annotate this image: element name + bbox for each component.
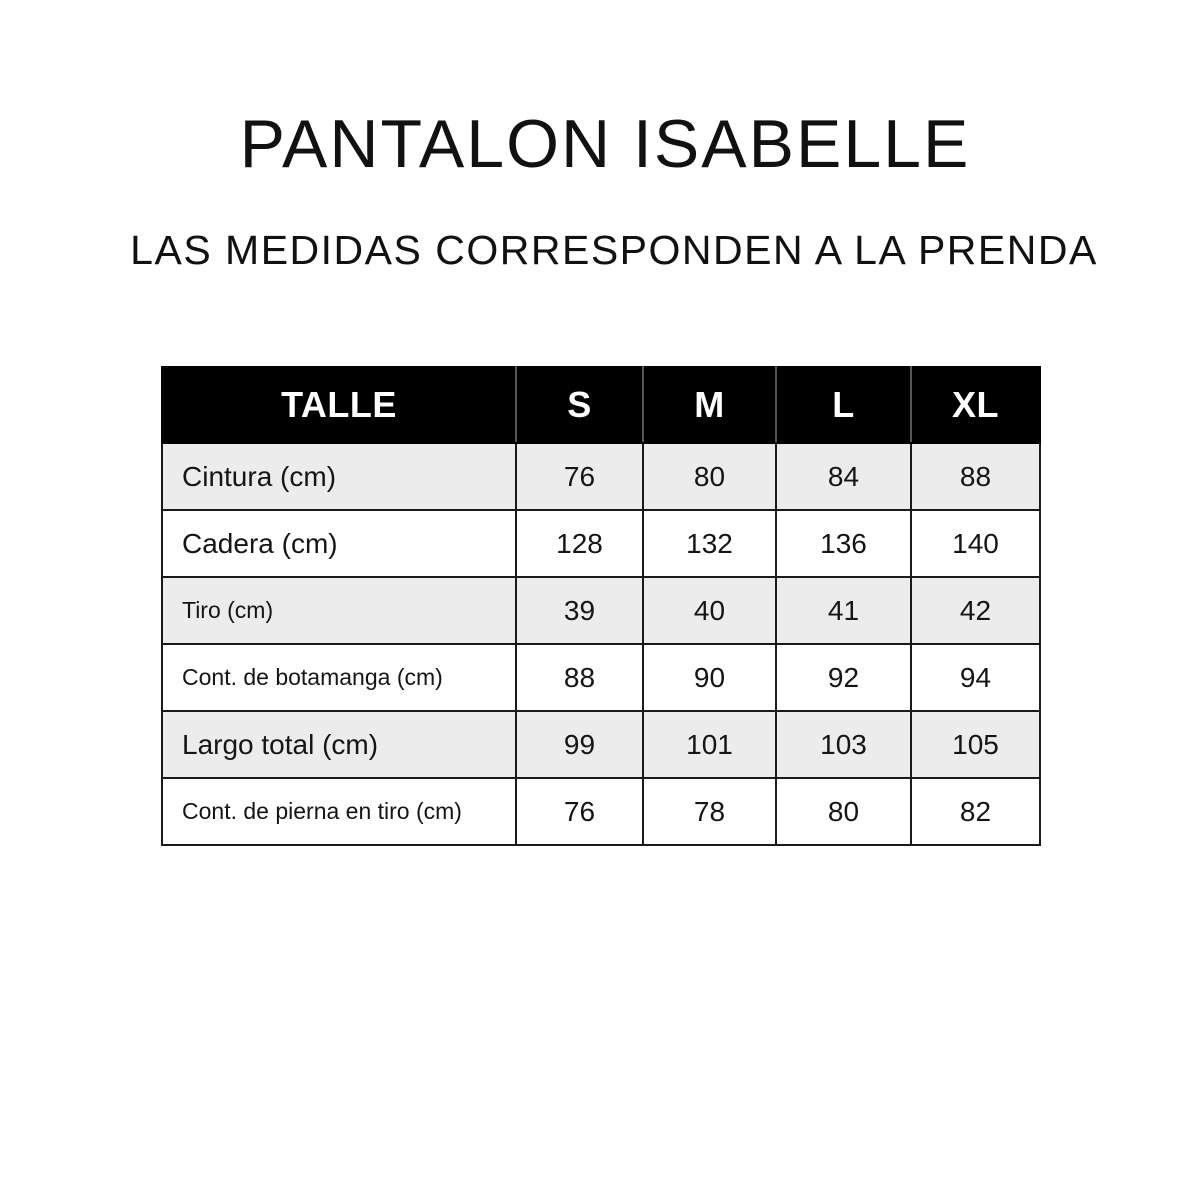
cell-value-s: 76 [516,443,643,510]
table-row-tiro [162,577,1040,644]
row-label: Cont. de pierna en tiro (cm) [162,778,516,845]
table-row-botamanga [162,644,1040,711]
table-row-pierna-en-tiro [162,778,1040,845]
cell-value-s: 99 [516,711,643,778]
cell-value-xl: 88 [911,443,1040,510]
header-size-s: S [516,367,643,443]
cell-value-l: 84 [776,443,911,510]
header-size-m: M [643,367,776,443]
cell-value-l: 80 [776,778,911,845]
cell-value-xl: 105 [911,711,1040,778]
table-row-cadera [162,510,1040,577]
page-title: PANTALON ISABELLE [239,106,971,182]
cell-value-xl: 140 [911,510,1040,577]
table-header-row [162,367,1040,443]
cell-value-xl: 94 [911,644,1040,711]
row-label: Cont. de botamanga (cm) [162,644,516,711]
cell-value-s: 88 [516,644,643,711]
row-label: Cintura (cm) [162,443,516,510]
table-row-cintura [162,443,1040,510]
cell-value-xl: 82 [911,778,1040,845]
cell-value-s: 39 [516,577,643,644]
cell-value-m: 40 [643,577,776,644]
cell-value-l: 103 [776,711,911,778]
cell-value-m: 132 [643,510,776,577]
header-size-xl: XL [911,367,1040,443]
header-talle: TALLE [162,367,516,443]
page-subtitle: LAS MEDIDAS CORRESPONDEN A LA PRENDA [130,227,1098,273]
cell-value-s: 128 [516,510,643,577]
size-chart-table [161,366,1041,846]
cell-value-s: 76 [516,778,643,845]
cell-value-l: 41 [776,577,911,644]
row-label: Tiro (cm) [162,577,516,644]
header-size-l: L [776,367,911,443]
cell-value-l: 136 [776,510,911,577]
cell-value-m: 80 [643,443,776,510]
row-label: Largo total (cm) [162,711,516,778]
cell-value-l: 92 [776,644,911,711]
cell-value-xl: 42 [911,577,1040,644]
cell-value-m: 78 [643,778,776,845]
cell-value-m: 90 [643,644,776,711]
row-label: Cadera (cm) [162,510,516,577]
cell-value-m: 101 [643,711,776,778]
table-row-largo-total [162,711,1040,778]
